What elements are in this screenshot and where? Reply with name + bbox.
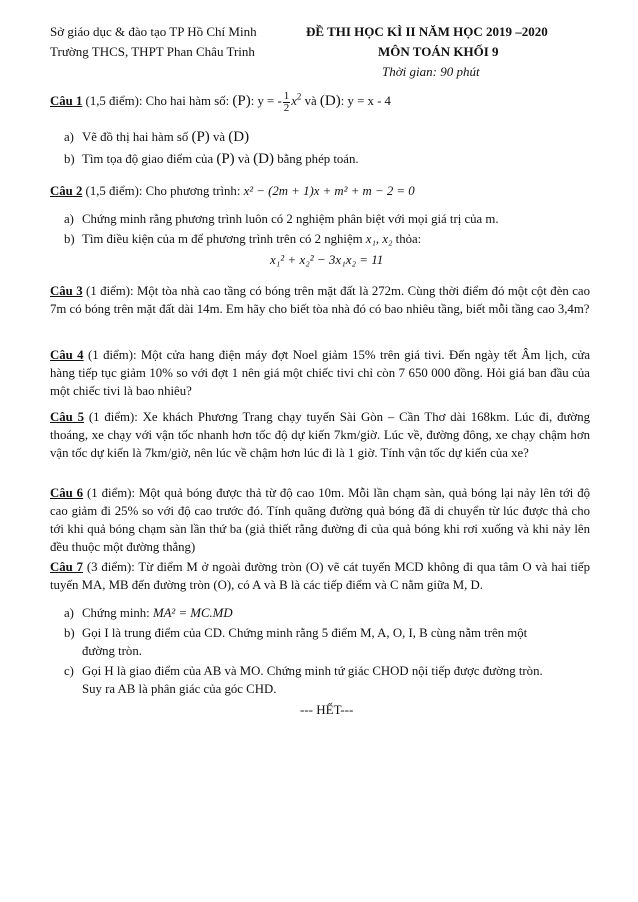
parabola-name: (P) [232,93,251,109]
item-text: Gọi H là giao điểm của AB và MO. Chứng minh tứ giác CHOD nội tiếp được đường tròn. [82,664,543,678]
question-1 [50,88,590,114]
item-letter: a) [64,606,74,620]
item-letter: b) [64,152,75,166]
item-text: Vẽ đồ thị hai hàm số [82,130,192,144]
question-6-label: Câu 6 [50,486,84,500]
question-5 [50,408,590,462]
fraction-denominator: 2 [283,101,290,114]
question-7a [64,604,233,622]
question-1b [64,150,359,168]
question-7b [64,624,527,642]
line-eq: : y = x - 4 [340,94,391,108]
question-4 [50,346,590,400]
question-1-label: Câu 1 [50,94,83,108]
item-text: Chứng minh: [82,606,153,620]
item-text-end: bằng phép toán. [274,152,359,166]
item-text: Gọi I là trung điểm của CD. Chứng minh rằng 5 điểm M, A, O, I, B cùng nằm trên một [82,626,528,640]
fraction-numerator: 1 [283,89,290,102]
question-5-text: (1 điểm): Xe khách Phương Trang chạy tuyến Sài Gòn – Cần Thơ dài 168km. Lúc đi, đường thoáng, xe chạy với vận tốc nhanh hơn tốc độ dự kiến 7km/giờ. Lúc về, đường đông, xe chạy chậm hơn vận tốc dự kiến là 7km/giờ, nên lúc về chậm hơn lúc đi là 1 giờ. Tính vận tốc dự kiến của xe? [50,410,590,460]
question-6 [50,484,590,556]
roots-vars: x₁, x₂ [365,232,393,246]
question-4-label: Câu 4 [50,348,84,362]
half-fraction [283,91,291,114]
parabola-eq-lhs: : y = - [250,94,282,108]
question-5-label: Câu 5 [50,410,85,424]
item-text: Tìm điều kiện của m để phương trình trên có 2 nghiệm [82,232,366,246]
line-name: (D) [319,93,341,109]
question-7-label: Câu 7 [50,560,84,574]
line-name: (D) [228,129,250,145]
question-1-text: (1,5 điểm): Cho hai hàm số: [82,94,233,108]
item-text: Tìm tọa độ giao điểm của [82,152,217,166]
item-letter: c) [64,664,74,678]
roots-condition: x₁² + x₂² − 3x₁x₂ = 11 [270,252,384,267]
question-2-label: Câu 2 [50,184,83,198]
and-word: và [234,152,254,166]
question-6-text: (1 điểm): Một quả bóng được thả từ độ cao 10m. Mỗi lần chạm sàn, quả bóng lại nảy lên tới độ cao giảm đi 25% so với độ cao trước đó. Tính quãng đường quả bóng đã di chuyển từ lúc được thả cho tới khi quả bóng chạm sàn lần thứ ba (giả thiết rằng đường đi của quả bóng khi rơi xuống và khi nảy lên đều thuộc một đường thẳng) [50,486,591,554]
question-7-text: (3 điểm): Từ điểm M ở ngoài đường tròn (O) vẽ cát tuyến MCD không đi qua tâm O và hai tiếp tuyến MA, MB đến đường tròn (O), có A và B là các tiếp điểm và C nằm giữa M, D. [50,560,591,592]
and-word: và [301,94,320,108]
question-1a [64,128,249,146]
item-letter: a) [64,130,74,144]
question-7b-cont: đường tròn. [82,644,142,658]
item-letter: a) [64,212,74,226]
parabola-name: (P) [216,151,235,167]
end-marker: --- HẾT--- [300,702,354,717]
item-letter: b) [64,626,75,640]
question-7c [64,662,543,680]
power-of-point-eq: MA² = MC.MD [152,606,233,620]
question-3-text: (1 điểm): Một tòa nhà cao tầng có bóng trên mặt đất là 272m. Cùng thời điểm đó một cột đèn cao 7m có bóng trên mặt đất dài 14m. Em hãy cho biết tòa nhà đó có bao nhiêu tầng, biết mỗi tầng cao 3,4m? [50,284,590,316]
line-name: (D) [253,151,274,167]
parabola-var: x [291,94,297,108]
header-department: Sở giáo dục & đào tạo TP Hồ Chí Minh [50,24,257,39]
question-3 [50,282,590,318]
question-4-text: (1 điểm): Một cửa hang điện máy đợt Noel giảm 15% trên giá tivi. Đến ngày tết Âm lịch, cửa hàng tiếp tục giảm 10% so với đợt 1 nên giá một chiếc tivi chỉ còn 7 650 000 đồng. Hỏi giá ban đầu của một chiếc tivi là bao nhiêu? [50,348,591,398]
question-2a [64,210,499,228]
item-text: Chứng minh rằng phương trình luôn có 2 nghiệm phân biệt với mọi giá trị của m. [82,212,499,226]
quadratic-equation: x² − (2m + 1)x + m² + m − 2 = 0 [243,184,415,198]
question-2-text: (1,5 điểm): Cho phương trình: [82,184,244,198]
item-text-end: thỏa: [392,232,422,246]
header-school: Trường THCS, THPT Phan Châu Trinh [50,44,255,59]
question-2 [50,182,590,200]
exam-subject: MÔN TOÁN KHỐI 9 [378,44,499,59]
question-7 [50,558,590,594]
parabola-exponent: 2 [296,91,302,102]
parabola-name: (P) [191,129,210,145]
and-word: và [209,130,229,144]
item-letter: b) [64,232,75,246]
question-7c-cont: Suy ra AB là phân giác của góc CHD. [82,682,277,696]
exam-title: ĐỀ THI HỌC KÌ II NĂM HỌC 2019 –2020 [306,24,548,39]
question-2b [64,230,421,248]
exam-duration: Thời gian: 90 phút [382,64,480,79]
question-3-label: Câu 3 [50,284,83,298]
